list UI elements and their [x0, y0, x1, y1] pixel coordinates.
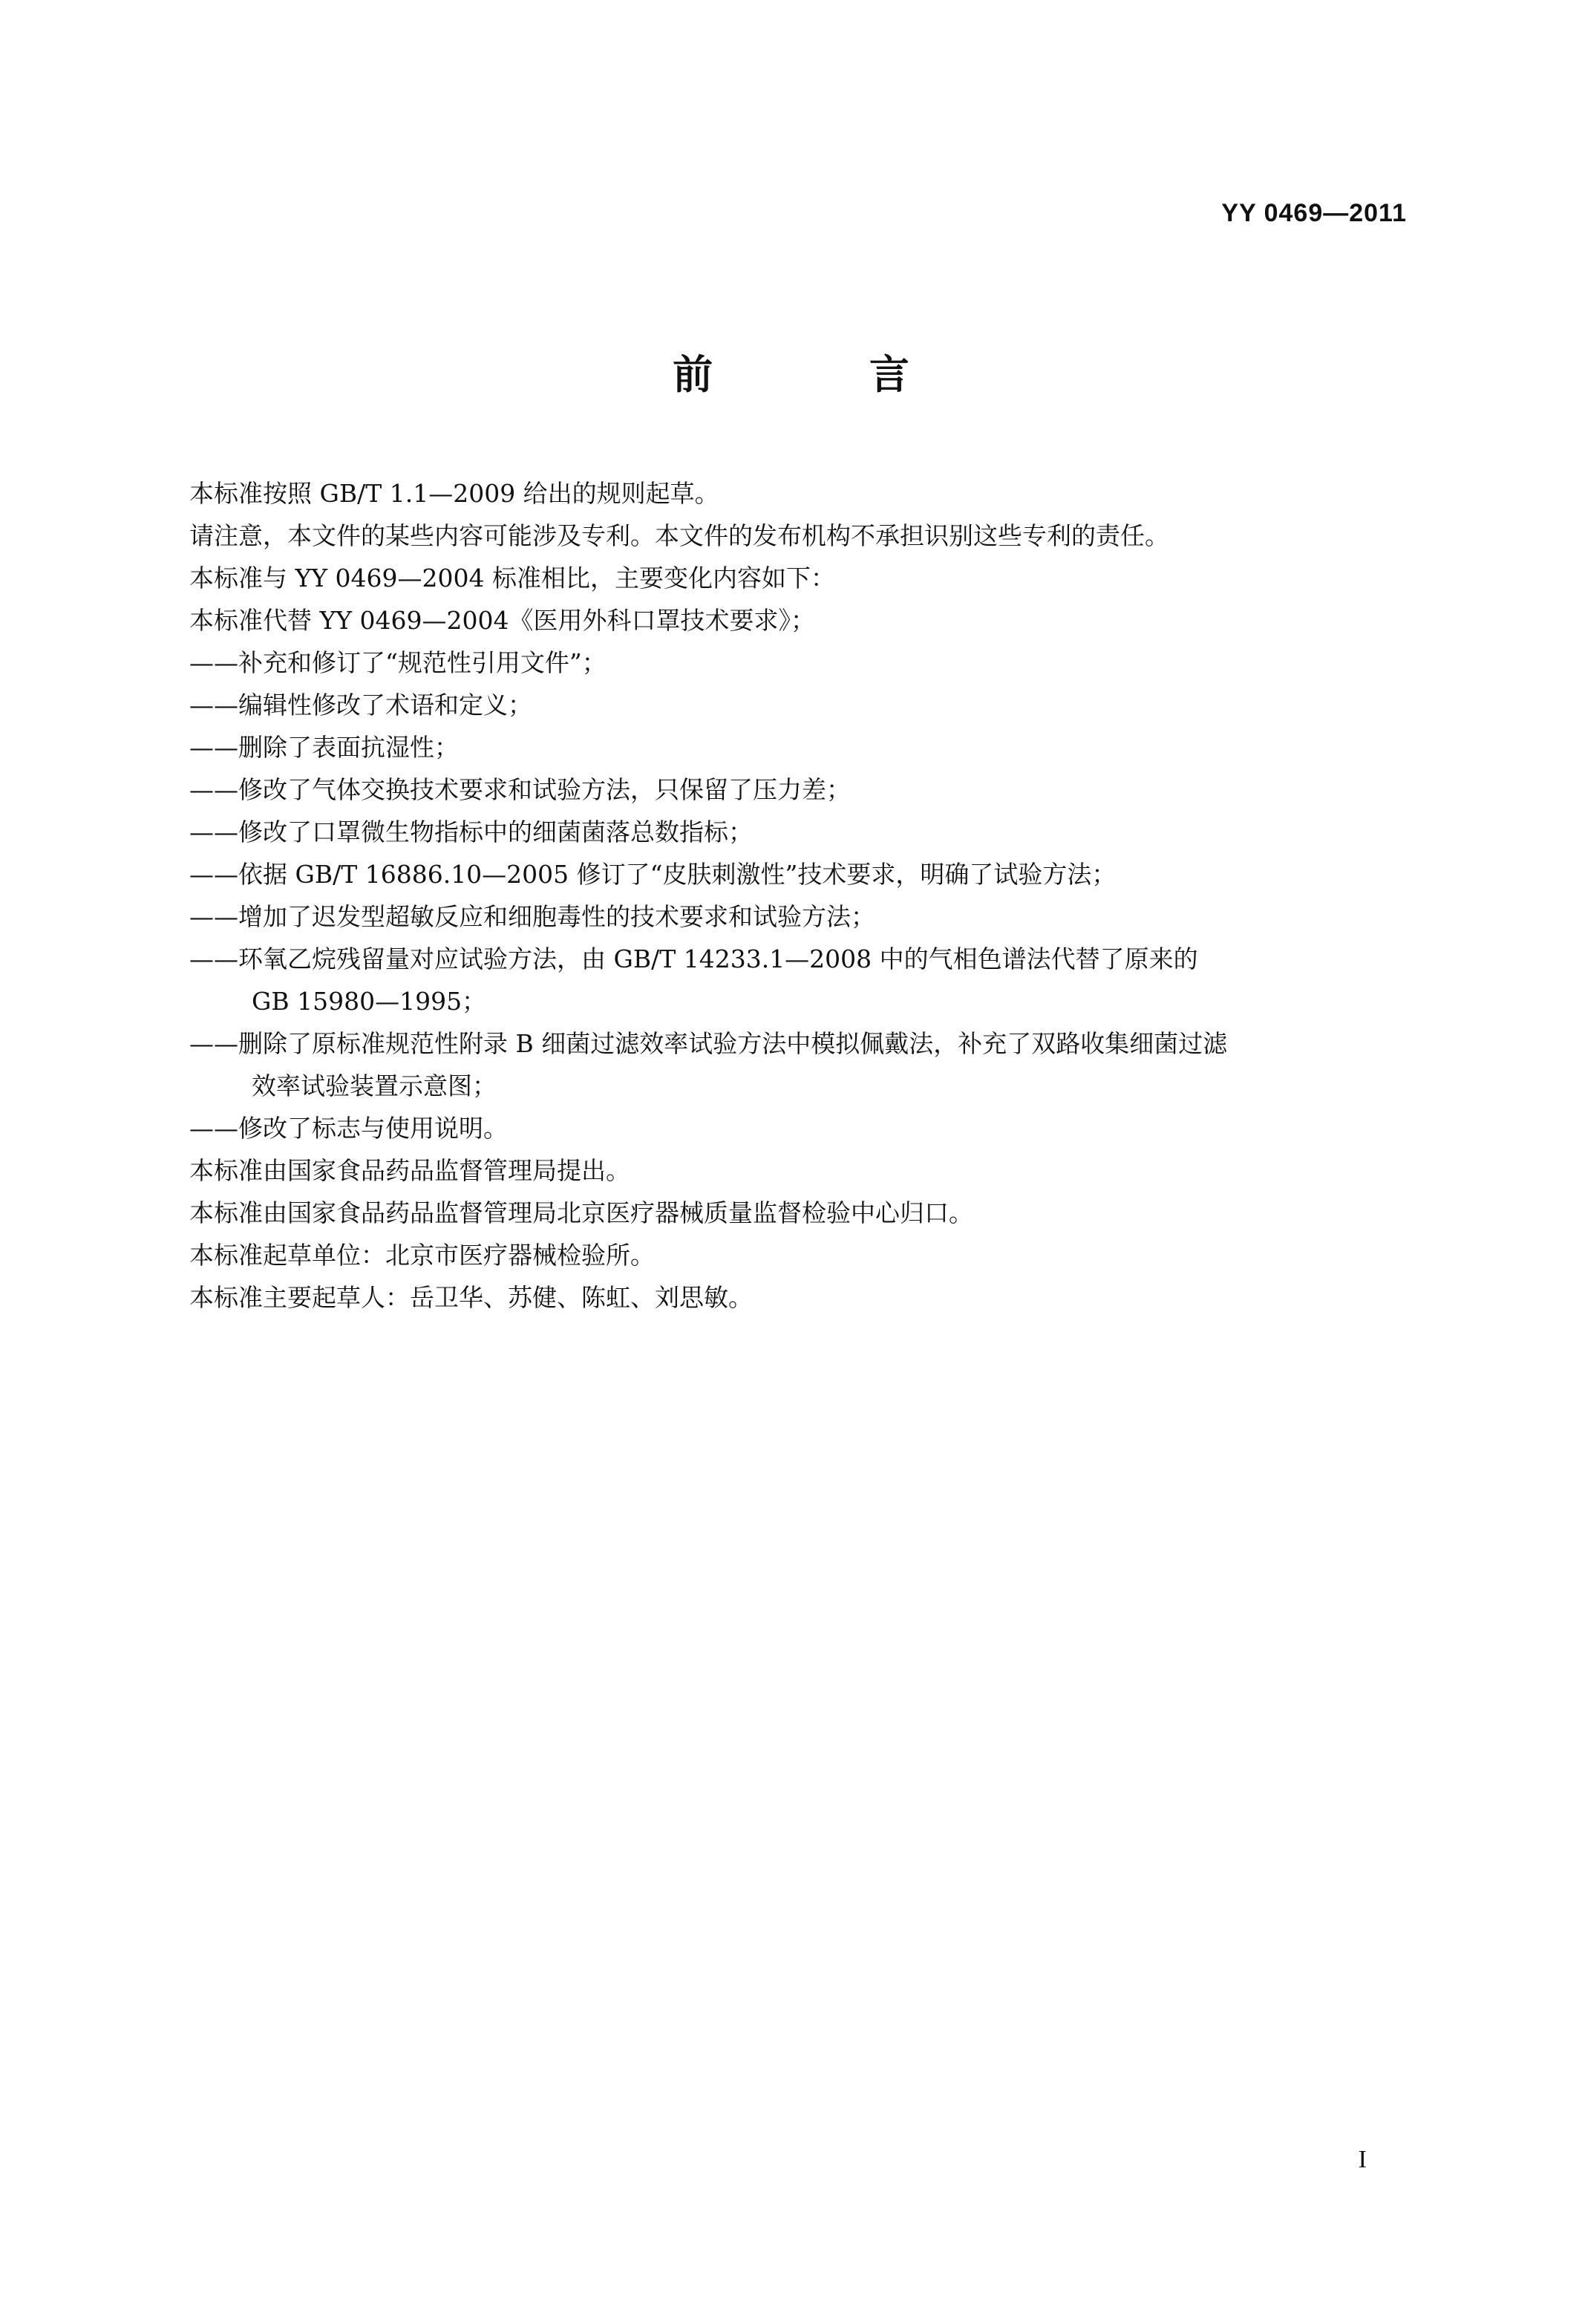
list-item: ——修改了标志与使用说明。 [189, 1114, 508, 1143]
list-item: ——编辑性修改了术语和定义； [189, 691, 532, 719]
list-item: ——依据 GB/T 16886.10—2005 修订了“皮肤刺激性”技术要求，明确了试验方法； [189, 860, 1117, 889]
paragraph: 本标准与 YY 0469—2004 标准相比，主要变化内容如下： [189, 564, 836, 593]
paragraph: 本标准按照 GB/T 1.1—2009 给出的规则起草。 [189, 479, 719, 508]
list-item: ——增加了迟发型超敏反应和细胞毒性的技术要求和试验方法； [189, 902, 875, 931]
paragraph: 本标准由国家食品药品监督管理局北京医疗器械质量监督检验中心归口。 [189, 1198, 973, 1227]
paragraph: 本标准由国家食品药品监督管理局提出。 [189, 1156, 630, 1185]
list-item: ——修改了气体交换技术要求和试验方法，只保留了压力差； [189, 775, 851, 804]
standard-code: YY 0469—2011 [1221, 199, 1407, 227]
page-title: 前 言 [673, 351, 981, 398]
list-item: ——环氧乙烷残留量对应试验方法，由 GB/T 14233.1—2008 中的气相色谱法代替了原来的 [189, 944, 1198, 973]
list-item-continuation: 效率试验装置示意图； [252, 1071, 497, 1100]
paragraph: 本标准起草单位：北京市医疗器械检验所。 [189, 1241, 655, 1270]
list-item: ——修改了口罩微生物指标中的细菌菌落总数指标； [189, 817, 753, 846]
list-item: ——删除了原标准规范性附录 B 细菌过滤效率试验方法中模拟佩戴法，补充了双路收集细菌过滤 [189, 1029, 1228, 1058]
paragraph: 本标准主要起草人：岳卫华、苏健、陈虹、刘思敏。 [189, 1283, 753, 1312]
list-item: ——补充和修订了“规范性引用文件”； [189, 648, 607, 677]
foreword-body [189, 472, 1407, 1319]
list-item-continuation: GB 15980—1995； [252, 987, 487, 1016]
paragraph: 请注意，本文件的某些内容可能涉及专利。本文件的发布机构不承担识别这些专利的责任。 [189, 521, 1169, 550]
list-item: ——删除了表面抗湿性； [189, 733, 459, 762]
page-number: I [1358, 2146, 1367, 2173]
paragraph: 本标准代替 YY 0469—2004《医用外科口罩技术要求》； [189, 606, 816, 635]
